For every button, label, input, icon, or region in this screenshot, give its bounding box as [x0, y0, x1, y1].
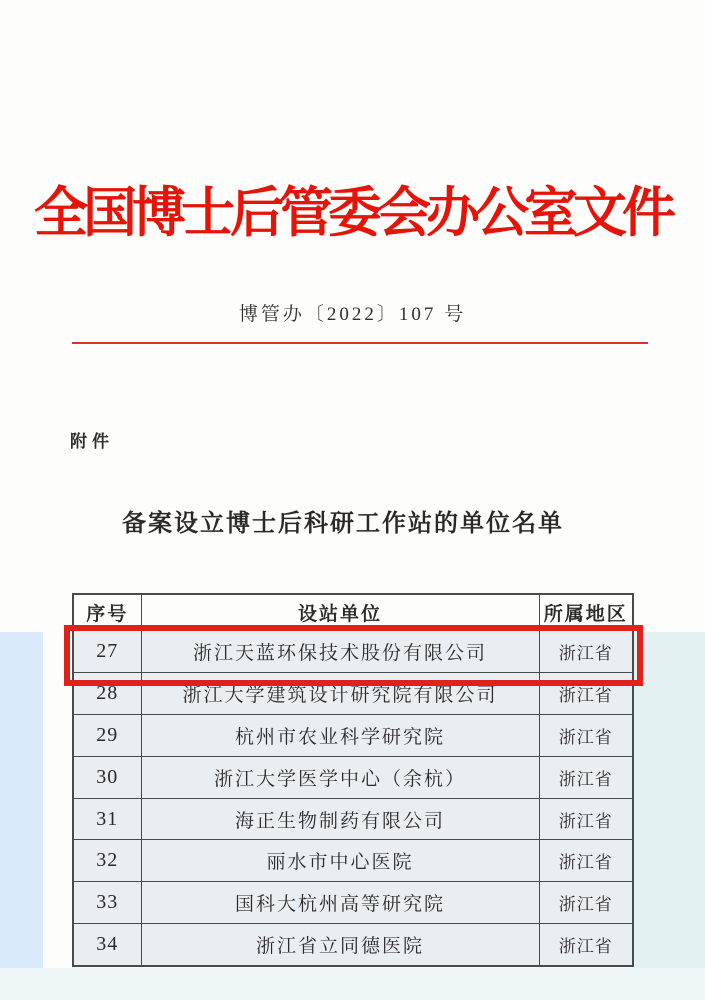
- list-title: 备案设立博士后科研工作站的单位名单: [122, 511, 564, 537]
- row-number: 34: [73, 924, 141, 966]
- row-region: 浙江省: [539, 672, 633, 714]
- row-region: 浙江省: [539, 840, 633, 882]
- table-row: [73, 882, 633, 924]
- red-highlight-box: [64, 625, 643, 686]
- row-unit-name: 国科大杭州高等研究院: [141, 882, 539, 924]
- table-row: [73, 798, 633, 840]
- row-number: 33: [73, 882, 141, 924]
- table-row: [73, 840, 633, 882]
- attachment-label: 附件: [70, 432, 114, 451]
- row-region: 浙江省: [539, 798, 633, 840]
- row-number: 32: [73, 840, 141, 882]
- row-number: 27: [73, 631, 141, 673]
- row-number: 30: [73, 756, 141, 798]
- document-number: 博管办〔2022〕107 号: [238, 304, 467, 325]
- column-header-region: 所属地区: [539, 594, 633, 631]
- row-unit-name: 浙江大学医学中心（余杭）: [141, 756, 539, 798]
- row-unit-name: 杭州市农业科学研究院: [141, 714, 539, 756]
- scan-tint-band-bottom: [0, 968, 705, 1000]
- row-region: 浙江省: [539, 631, 633, 673]
- column-header-unit: 设站单位: [141, 594, 539, 631]
- row-number: 28: [73, 672, 141, 714]
- document-header-title: 全国博士后管委会办公室文件: [34, 183, 671, 243]
- row-region: 浙江省: [539, 924, 633, 966]
- table-row: [73, 756, 633, 798]
- table-row: [73, 924, 633, 966]
- row-region: 浙江省: [539, 714, 633, 756]
- row-number: 31: [73, 798, 141, 840]
- row-unit-name: 浙江省立同德医院: [141, 924, 539, 966]
- row-unit-name: 海正生物制药有限公司: [141, 798, 539, 840]
- row-region: 浙江省: [539, 756, 633, 798]
- table-row: [73, 714, 633, 756]
- red-header-rule: [72, 342, 648, 344]
- row-unit-name: 浙江大学建筑设计研究院有限公司: [141, 672, 539, 714]
- row-region: 浙江省: [539, 882, 633, 924]
- row-unit-name: 丽水市中心医院: [141, 840, 539, 882]
- row-number: 29: [73, 714, 141, 756]
- scan-tint-band-left: [0, 632, 43, 968]
- column-header-number: 序号: [73, 594, 141, 631]
- row-unit-name: 浙江天蓝环保技术股份有限公司: [141, 631, 539, 673]
